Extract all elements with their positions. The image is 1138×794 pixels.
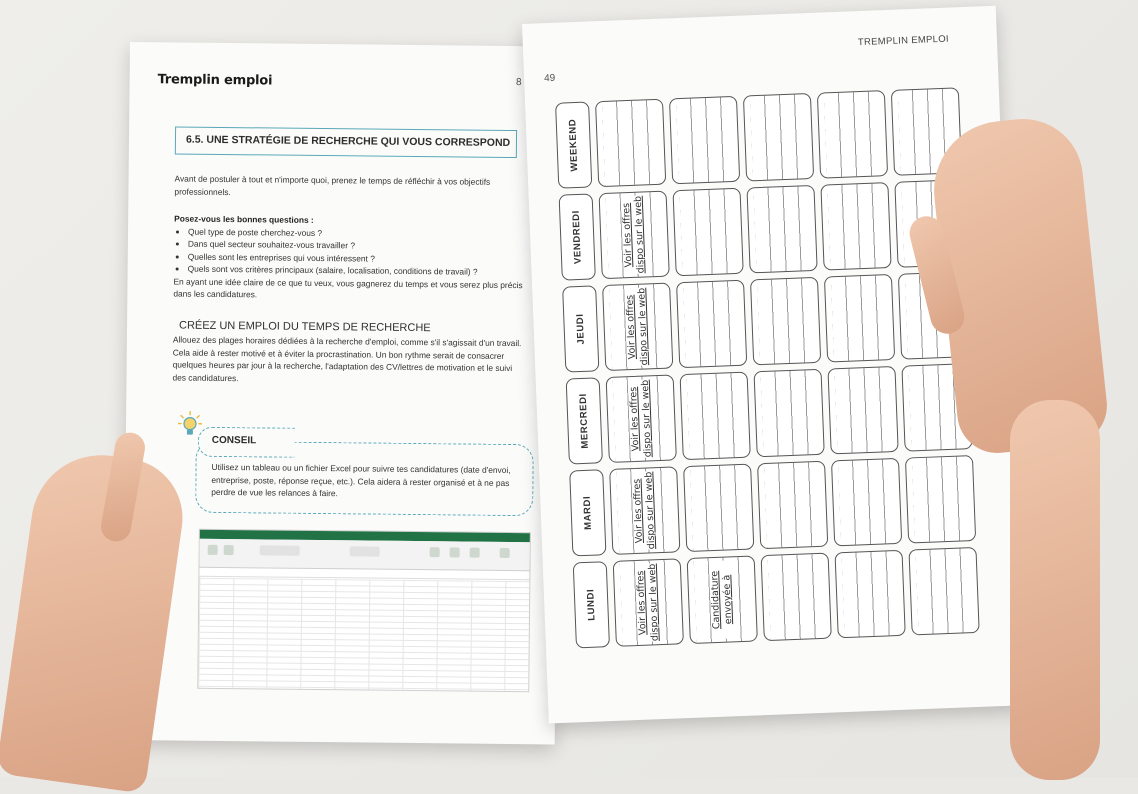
handwritten-note: Voir les offres dispo sur le web	[628, 379, 655, 458]
tip-title: CONSEIL	[212, 435, 257, 446]
day-tab-lundi	[573, 561, 610, 648]
tip-text: Utilisez un tableau ou un fichier Excel pour suivre tes candidatures (date d'envoi, entreprise, poste, réponse reçue, etc.). Cela aidera à rester organisé et à ne pas perdre de vue les relances à faire.	[211, 461, 529, 502]
planner-cell	[669, 96, 740, 185]
planner-cell	[827, 366, 898, 455]
day-label: LUNDI	[585, 589, 597, 621]
handwritten-note: Voir les offres dispo sur le web	[624, 287, 651, 366]
handwritten-note: Voir les offres dispo sur le web	[621, 195, 648, 274]
list-item: • Quel type de poste cherchez-vous ?	[188, 225, 524, 241]
planner-cell	[761, 553, 832, 642]
planner-cell	[687, 555, 758, 644]
questions-heading: Posez-vous les bonnes questions :	[174, 213, 314, 224]
planner-cell	[750, 277, 821, 366]
planner-cell	[743, 93, 814, 182]
questions-block	[173, 212, 524, 303]
day-label: MERCREDI	[578, 393, 591, 449]
day-tab-vendredi	[559, 193, 596, 280]
right-page	[522, 6, 1023, 724]
left-page	[123, 42, 562, 744]
right-wrist	[1010, 400, 1100, 780]
planner-cell	[683, 464, 754, 553]
day-label: JEUDI	[575, 313, 587, 344]
list-item: • Quelles sont les entreprises qui vous intéressent ?	[188, 250, 524, 266]
spreadsheet-grid	[198, 578, 529, 691]
intro-paragraph: Avant de postuler à tout et n'importe quoi, prenez le temps de réfléchir à vos objectifs professionnels.	[174, 172, 524, 201]
planner-cell	[609, 466, 680, 555]
outro-paragraph: En ayant une idée claire de ce que tu veux, vous gagnerez du temps et vous serez plus précis dans les candidatures.	[173, 275, 523, 304]
planner-cell	[817, 90, 888, 179]
planner-cell	[824, 274, 895, 363]
spreadsheet-ribbon	[199, 539, 529, 571]
planner-cell	[757, 461, 828, 550]
handwritten-note: Voir les offres dispo sur le web	[635, 563, 662, 642]
day-label: MARDI	[582, 496, 594, 531]
section-title: 6.5. UNE STRATÉGIE DE RECHERCHE QUI VOUS CORRESPOND	[186, 134, 510, 149]
running-header: TREMPLIN EMPLOI	[858, 34, 949, 48]
handwritten-note: Candidature envoyée à	[709, 560, 736, 639]
planner-cell	[754, 369, 825, 458]
planner-cell	[602, 283, 673, 372]
planner-cell	[606, 374, 677, 463]
handwritten-note: Voir les offres dispo sur le web	[631, 471, 658, 550]
schedule-paragraph: Allouez des plages horaires dédiées à la recherche d'emploi, comme s'il s'agissait d'un travail. Cela aide à rester motivé et à éviter la procrastination. Un bon rythme serait de consacrer quelques heures par jour à la recherche, l'adaptation des CV/lettres de motivation et le suivi des candidatures.	[172, 333, 523, 387]
day-label: WEEKEND	[567, 119, 580, 172]
brand-title: Tremplin emploi	[158, 72, 273, 88]
schedule-subheading: CRÉEZ UN EMPLOI DU TEMPS DE RECHERCHE	[179, 320, 431, 335]
list-item: • Quels sont vos critères principaux (salaire, localisation, conditions de travail) ?	[188, 263, 524, 279]
page-number-right: 49	[544, 73, 556, 84]
planner-cell	[746, 185, 817, 274]
day-tab-mercredi	[566, 377, 603, 464]
planner-cell	[672, 188, 743, 277]
day-tab-mardi	[569, 469, 606, 556]
planner-cell	[831, 458, 902, 547]
planner-cell	[908, 547, 979, 636]
planner-cell	[680, 372, 751, 461]
planner-cell	[820, 182, 891, 271]
planner-cell	[613, 558, 684, 647]
questions-list	[174, 225, 525, 279]
planner-cell	[599, 191, 670, 280]
planner-cell	[595, 99, 666, 188]
list-item: • Dans quel secteur souhaitez-vous travailler ?	[188, 238, 524, 254]
day-label: VENDREDI	[571, 210, 584, 264]
planner-cell	[676, 280, 747, 369]
section-title-box	[175, 126, 517, 158]
day-tab-weekend	[555, 101, 592, 188]
page-number-left: 8	[516, 77, 522, 88]
day-tab-jeudi	[562, 285, 599, 372]
spreadsheet-screenshot	[197, 529, 531, 692]
planner-cell	[835, 550, 906, 639]
planner-cell	[905, 455, 976, 544]
